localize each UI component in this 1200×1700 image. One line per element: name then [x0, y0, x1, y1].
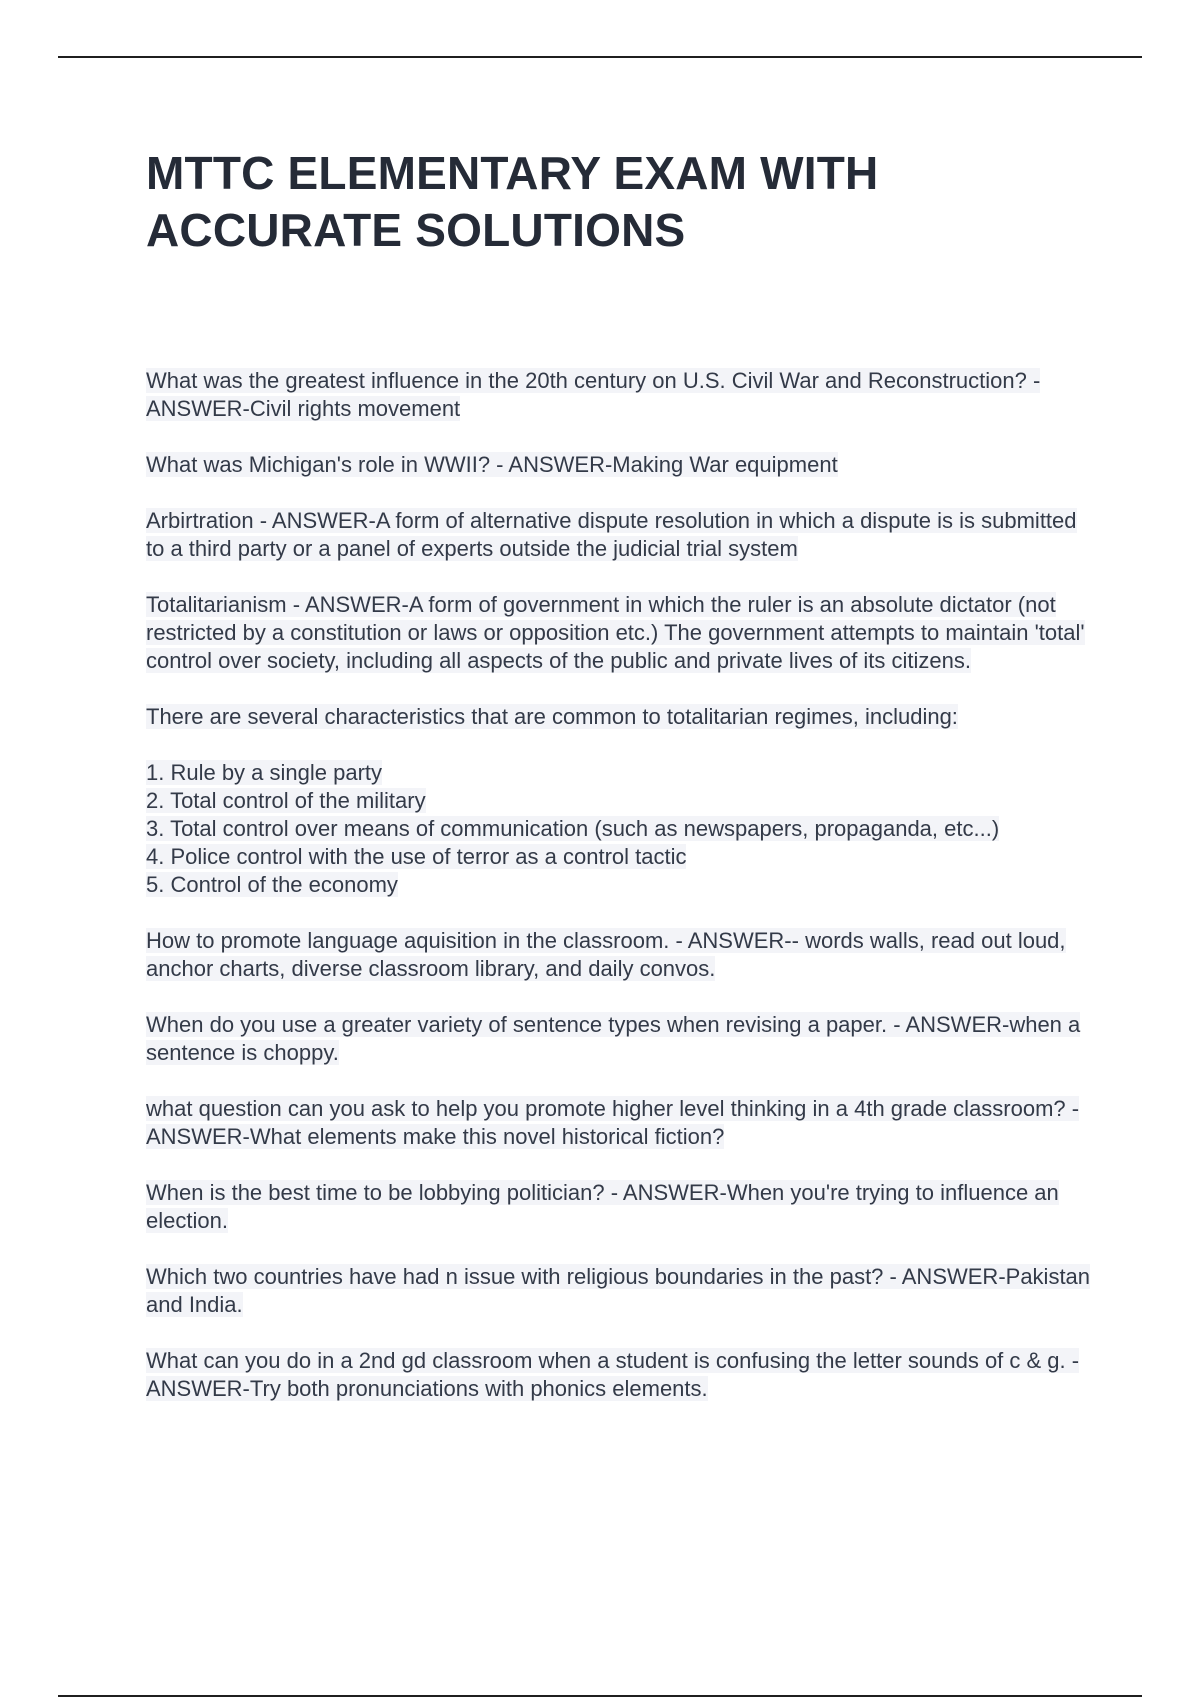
- list-item: [146, 787, 1096, 815]
- qa-item: [146, 451, 1096, 479]
- qa-text: Arbirtration - ANSWER-A form of alternative dispute resolution in which a dispute is is submitted to a third party or a panel of experts outside the judicial trial system: [146, 508, 1077, 561]
- qa-item: [146, 1095, 1096, 1151]
- list-item-text: 2. Total control of the military: [146, 788, 426, 813]
- list-item: [146, 843, 1096, 871]
- list-item-text: 3. Total control over means of communication (such as newspapers, propaganda, etc...): [146, 816, 1000, 841]
- qa-text: Totalitarianism - ANSWER-A form of government in which the ruler is an absolute dictator (not restricted by a constitution or laws or opposition etc.) The government attempts to maintain 'total' control over society, including all aspects of the public and private lives of its citizens.: [146, 592, 1085, 673]
- qa-text: There are several characteristics that are common to totalitarian regimes, including:: [146, 704, 958, 729]
- qa-text: What was the greatest influence in the 20th century on U.S. Civil War and Reconstruction? - ANSWER-Civil rights movement: [146, 368, 1041, 421]
- qa-text: How to promote language aquisition in the classroom. - ANSWER-- words walls, read out loud, anchor charts, diverse classroom library, and daily convos.: [146, 928, 1066, 981]
- list-intro: [146, 703, 1096, 731]
- list-item: [146, 759, 1096, 787]
- list-item: [146, 815, 1096, 843]
- list-item-text: 1. Rule by a single party: [146, 760, 383, 785]
- document-title: MTTC ELEMENTARY EXAM WITH ACCURATE SOLUTIONS: [146, 147, 879, 256]
- qa-text: What can you do in a 2nd gd classroom when a student is confusing the letter sounds of c & g. - ANSWER-Try both pronunciations with phonics elements.: [146, 1348, 1080, 1401]
- qa-item: [146, 1347, 1096, 1403]
- qa-text: what question can you ask to help you promote higher level thinking in a 4th grade classroom? - ANSWER-What elements make this novel historical fiction?: [146, 1096, 1080, 1149]
- qa-item: [146, 367, 1096, 423]
- document-body: [146, 367, 1096, 1431]
- list-item-text: 5. Control of the economy: [146, 872, 398, 897]
- qa-item: [146, 1263, 1096, 1319]
- qa-text: When do you use a greater variety of sentence types when revising a paper. - ANSWER-when a sentence is choppy.: [146, 1012, 1081, 1065]
- list-item-text: 4. Police control with the use of terror as a control tactic: [146, 844, 687, 869]
- qa-text: Which two countries have had n issue with religious boundaries in the past? - ANSWER-Pakistan and India.: [146, 1264, 1091, 1317]
- qa-item: [146, 1011, 1096, 1067]
- list-item: [146, 871, 1096, 899]
- qa-text: What was Michigan's role in WWII? - ANSWER-Making War equipment: [146, 452, 838, 477]
- qa-item: [146, 927, 1096, 983]
- bottom-rule: [58, 1695, 1142, 1697]
- qa-item: [146, 1179, 1096, 1235]
- qa-text: When is the best time to be lobbying politician? - ANSWER-When you're trying to influence an election.: [146, 1180, 1059, 1233]
- qa-item: [146, 591, 1096, 675]
- qa-item: [146, 507, 1096, 563]
- top-rule: [58, 56, 1142, 58]
- characteristics-list: [146, 759, 1096, 899]
